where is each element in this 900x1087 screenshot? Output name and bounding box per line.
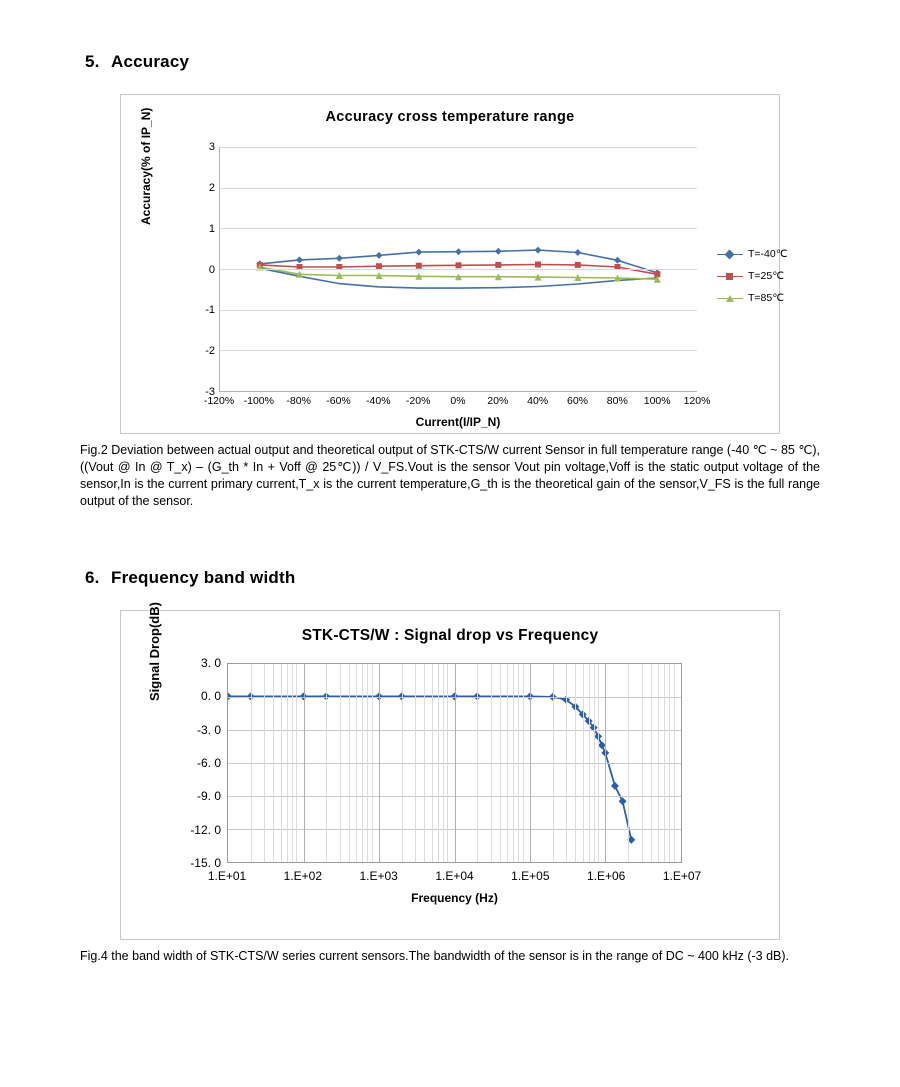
gridline (281, 664, 282, 862)
x-tick: 40% (527, 395, 549, 407)
chart2-plot-area (227, 663, 682, 863)
section-number: 6. (85, 568, 100, 587)
gridline (292, 664, 293, 862)
chart2-y-axis-title: Signal Drop(dB) (147, 602, 162, 701)
x-tick: 0% (450, 395, 466, 407)
legend-swatch-icon (717, 298, 743, 299)
y-tick: 2 (208, 181, 215, 194)
section-title: Accuracy (111, 52, 190, 71)
gridline (674, 664, 675, 862)
gridline (553, 664, 554, 862)
gridline-decade (379, 664, 380, 862)
legend-swatch-icon (717, 254, 743, 255)
y-tick: 3. 0 (200, 656, 221, 670)
gridline (424, 664, 425, 862)
gridline (356, 664, 357, 862)
x-tick: 1.E+05 (511, 869, 550, 883)
x-tick: 1.E+06 (586, 869, 626, 883)
legend-label: T=25℃ (748, 270, 785, 282)
x-tick: -100% (243, 395, 274, 407)
gridline (349, 664, 350, 862)
gridline (287, 664, 288, 862)
figure-caption-accuracy: Fig.2 Deviation between actual output and theoretical output of STK-CTS/W current Sensor in full temperature range (-40 ℃ ~ 85 ℃),((Vout @ In @ T_x) – (G_th * In + Voff @ 25℃)) / V_FS.Vout is the sensor Vout pin voltage,Voff is the static output voltage of the sensor,In is the current primary current,T_x is the current temperature,G_th is the theoretical gain of the sensor,V_FS is the full range output of the sensor. (80, 443, 820, 508)
legend-label: T=85℃ (748, 292, 785, 304)
x-tick: 1.E+07 (662, 869, 702, 883)
chart1-y-axis-title: Accuracy(% of IP_N) (139, 107, 153, 225)
gridline (220, 310, 697, 311)
y-tick: -6. 0 (196, 756, 221, 770)
gridline (296, 664, 297, 862)
gridline (628, 664, 629, 862)
gridline (447, 664, 448, 862)
section-heading-bandwidth (85, 568, 820, 588)
gridline-decade (605, 664, 606, 862)
gridline (594, 664, 595, 862)
gridline (220, 228, 697, 229)
chart2-x-axis-title: Frequency (Hz) (411, 891, 498, 905)
y-tick: -12. 0 (190, 822, 221, 837)
y-tick: 3 (208, 141, 215, 153)
gridline (220, 147, 697, 148)
gridline (372, 664, 373, 862)
chart1-y-tick-labels (183, 141, 215, 398)
gridline (220, 188, 697, 189)
gridline (500, 664, 501, 862)
gridline (220, 269, 697, 270)
y-tick: -3 (205, 386, 215, 398)
y-tick: 0 (208, 263, 215, 276)
chart1-legend (717, 243, 788, 309)
gridline (589, 664, 590, 862)
y-tick: 0. 0 (200, 689, 221, 704)
gridline-decade (455, 664, 456, 862)
series-line-signal-drop (228, 696, 631, 839)
gridline (513, 664, 514, 862)
x-tick: 100% (643, 395, 671, 407)
figure-caption-bandwidth: Fig.4 the band width of STK-CTS/W series current sensors.The bandwidth of the sensor is in the range of DC ~ 400 kHz (-3 dB). (80, 949, 790, 963)
series-markers-t-40 (256, 247, 661, 277)
x-tick: -40% (366, 395, 391, 407)
diamond-marker-icon (725, 249, 735, 259)
triangle-marker-icon (726, 295, 734, 302)
gridline-decade (530, 664, 531, 862)
x-tick: -120% (203, 395, 235, 407)
x-tick: 20% (487, 395, 509, 407)
x-tick: -20% (405, 395, 431, 407)
gridline (518, 664, 519, 862)
gridline (491, 664, 492, 862)
gridline (432, 664, 433, 862)
gridline (566, 664, 567, 862)
x-tick: -80% (286, 395, 311, 407)
y-tick: -3. 0 (196, 722, 221, 737)
square-marker-icon (726, 273, 733, 280)
legend-label: T=-40℃ (748, 248, 788, 260)
legend-item-t25 (717, 265, 788, 287)
section-number: 5. (85, 52, 100, 71)
gridline-decade (304, 664, 305, 862)
gridline (651, 664, 652, 862)
gridline (664, 664, 665, 862)
y-tick: -9. 0 (196, 789, 221, 804)
gridline (340, 664, 341, 862)
x-tick: 1.E+04 (435, 869, 474, 883)
gridline (507, 664, 508, 862)
gridline (415, 664, 416, 862)
x-tick: 1.E+03 (359, 869, 398, 883)
gridline (598, 664, 599, 862)
x-tick: 1.E+02 (283, 869, 323, 883)
gridline (220, 350, 697, 351)
chart1-x-tick-labels (203, 395, 711, 411)
section-heading-accuracy (85, 52, 820, 72)
gridline (402, 664, 403, 862)
gridline (367, 664, 368, 862)
gridline (362, 664, 363, 862)
y-tick: -2 (205, 345, 215, 358)
gridline (642, 664, 643, 862)
gridline (326, 664, 327, 862)
gridline (443, 664, 444, 862)
legend-item-t-40 (717, 243, 788, 265)
y-tick: -1 (205, 304, 215, 317)
gridline (575, 664, 576, 862)
gridline (658, 664, 659, 862)
chart-title-bandwidth: STK-CTS/W : Signal drop vs Frequency (301, 627, 599, 644)
gridline (669, 664, 670, 862)
gridline (583, 664, 584, 862)
section-title: Frequency band width (111, 568, 296, 587)
chart2-x-tick-labels (207, 869, 702, 885)
chart1-plot-area (219, 147, 697, 392)
gridline (523, 664, 524, 862)
x-tick: 1.E+01 (207, 869, 247, 883)
y-tick: 1 (208, 222, 215, 235)
figure-accuracy-chart (120, 94, 788, 434)
x-tick: 80% (606, 395, 628, 407)
chart-title-accuracy: Accuracy cross temperature range (325, 109, 575, 125)
y-tick: -15. 0 (190, 856, 221, 870)
figure-bandwidth-chart (120, 602, 780, 940)
gridline (477, 664, 478, 862)
x-tick: 60% (566, 395, 589, 407)
chart1-x-axis-title: Current(I/IP_N) (415, 415, 501, 429)
gridline (251, 664, 252, 862)
legend-swatch-icon (717, 276, 743, 277)
x-tick: 120% (683, 395, 711, 407)
x-tick: -60% (326, 395, 351, 407)
legend-item-t85 (717, 287, 788, 309)
gridline (273, 664, 274, 862)
chart2-y-tick-labels (173, 656, 221, 870)
gridline (438, 664, 439, 862)
gridline (264, 664, 265, 862)
